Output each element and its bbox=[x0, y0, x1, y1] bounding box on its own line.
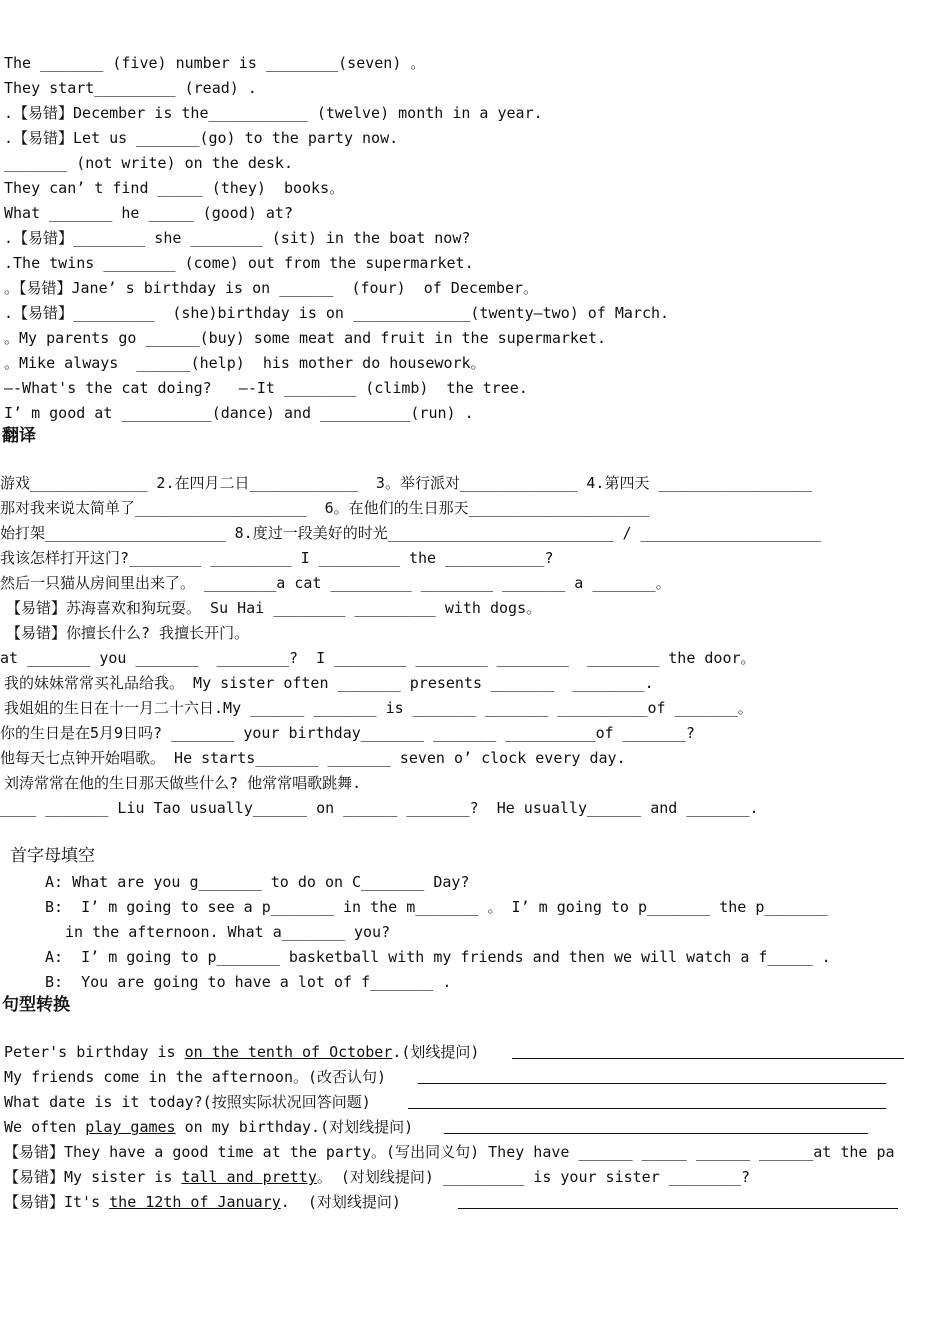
exercise-line: 。Mike always ______(help) his mother do housework。 bbox=[4, 354, 486, 372]
exercise-line: .【易错】________ she ________ (sit) in the boat now? bbox=[4, 229, 471, 247]
translation-line: 你的生日是在5月9日吗? _______ your birthday_______ _______ __________of _______? bbox=[0, 724, 695, 742]
exercise-line: They can’ t find _____ (they) books。 bbox=[4, 179, 345, 197]
dialogue-line: A: What are you g_______ to do on C_______ Day? bbox=[45, 873, 470, 891]
exercise-line: .【易错】December is the___________ (twelve) month in a year. bbox=[4, 104, 543, 122]
exercise-line: I’ m good at __________(dance) and __________(run) . bbox=[4, 404, 474, 422]
translation-line: ____ _______ Liu Tao usually______ on ______ _______? He usually______ and _______. bbox=[0, 799, 759, 817]
item-text: 【易错】My sister is bbox=[4, 1168, 182, 1186]
item-text: .(划线提问) bbox=[392, 1043, 480, 1061]
underlined-phrase: tall and pretty bbox=[181, 1168, 317, 1186]
answer-line bbox=[408, 1108, 886, 1109]
transform-item bbox=[4, 1067, 386, 1087]
exercise-line: .The twins ________ (come) out from the supermarket. bbox=[4, 254, 474, 272]
answer-line bbox=[458, 1208, 898, 1209]
underlined-phrase: on the tenth of October bbox=[184, 1043, 393, 1061]
item-text: 。 (对划线提问) _________ is your sister ________? bbox=[316, 1168, 751, 1186]
item-text: 【易错】They have a good time at the party。(写出同义句) They have ______ _____ ______ ______at the pa bbox=[4, 1143, 895, 1161]
dialogue-line: B: I’ m going to see a p_______ in the m_______ 。 I’ m going to p_______ the p_______ bbox=[45, 898, 828, 916]
translation-line: 他每天七点钟开始唱歌。 He starts_______ _______ seven o’ clock every day. bbox=[0, 749, 626, 767]
exercise-line: They start_________ (read) . bbox=[4, 79, 257, 97]
transform-item bbox=[4, 1142, 895, 1162]
exercise-line: _______ (not write) on the desk. bbox=[4, 154, 293, 172]
section-heading: 句型转换 bbox=[2, 995, 70, 1015]
item-text: Peter's birthday is bbox=[4, 1043, 185, 1061]
answer-line bbox=[418, 1083, 886, 1084]
underlined-phrase: the 12th of January bbox=[109, 1193, 281, 1211]
exercise-line: 。【易错】Jane’ s birthday is on ______ (four) of December。 bbox=[4, 279, 539, 297]
transform-item bbox=[4, 1167, 750, 1187]
translation-line: 然后一只猫从房间里出来了。 ________a cat _________ ________ _______ a _______。 bbox=[0, 574, 671, 592]
translation-line: 我该怎样打开这门?________ _________ I _________ the ___________? bbox=[0, 549, 554, 567]
dialogue-line: A: I’ m going to p_______ basketball with my friends and then we will watch a f_____ . bbox=[45, 948, 831, 966]
translation-line: 刘涛常常在他的生日那天做些什么? 他常常唱歌跳舞. bbox=[4, 774, 362, 792]
exercise-line: —-What's the cat doing? —-It ________ (climb) the tree. bbox=[4, 379, 528, 397]
transform-item bbox=[4, 1092, 371, 1112]
dialogue-line: B: You are going to have a lot of f_______ . bbox=[45, 973, 452, 991]
answer-line bbox=[512, 1058, 904, 1059]
translation-line: 游戏_____________ 2.在四月二日____________ 3。举行派对_____________ 4.第四天 _________________ bbox=[0, 474, 813, 492]
transform-item bbox=[4, 1192, 401, 1212]
exercise-line: The _______ (five) number is ________(seven) 。 bbox=[4, 54, 426, 72]
item-text: on my birthday.(对划线提问) bbox=[175, 1118, 414, 1136]
section-heading: 首字母填空 bbox=[10, 846, 95, 866]
item-text: . (对划线提问) bbox=[280, 1193, 401, 1211]
underlined-phrase: play games bbox=[85, 1118, 176, 1136]
transform-item bbox=[4, 1042, 479, 1062]
translation-line: 始打架____________________ 8.度过一段美好的时光_________________________ / ____________________ bbox=[0, 524, 822, 542]
item-text: We often bbox=[4, 1118, 86, 1136]
exercise-line: .【易错】_________ (she)birthday is on _____________(twenty—two) of March. bbox=[4, 304, 670, 322]
item-text: What date is it today?(按照实际状况回答问题) bbox=[4, 1093, 371, 1111]
item-text: 【易错】It's bbox=[4, 1193, 110, 1211]
exercise-line: 。My parents go ______(buy) some meat and fruit in the supermarket. bbox=[4, 329, 606, 347]
transform-item bbox=[4, 1117, 413, 1137]
item-text: My friends come in the afternoon。(改否认句) bbox=[4, 1068, 387, 1086]
answer-line bbox=[444, 1133, 868, 1134]
translation-line: 那对我来说太简单了___________________ 6。在他们的生日那天____________________ bbox=[0, 499, 650, 517]
translation-line: 我姐姐的生日在十一月二十六日.My ______ _______ is _______ _______ __________of _______。 bbox=[4, 699, 753, 717]
translation-line: 【易错】你擅长什么? 我擅长开门。 bbox=[6, 624, 250, 642]
translation-line: at _______ you _______ ________? I ________ ________ ________ ________ the door。 bbox=[0, 649, 756, 667]
dialogue-line: in the afternoon. What a_______ you? bbox=[65, 923, 391, 941]
section-heading: 翻译 bbox=[2, 426, 36, 446]
exercise-line: .【易错】Let us _______(go) to the party now. bbox=[4, 129, 399, 147]
translation-line: 【易错】苏海喜欢和狗玩耍。 Su Hai ________ _________ with dogs。 bbox=[6, 599, 542, 617]
exercise-line: What _______ he _____ (good) at? bbox=[4, 204, 293, 222]
translation-line: 我的妹妹常常买礼品给我。 My sister often _______ presents _______ ________. bbox=[4, 674, 654, 692]
